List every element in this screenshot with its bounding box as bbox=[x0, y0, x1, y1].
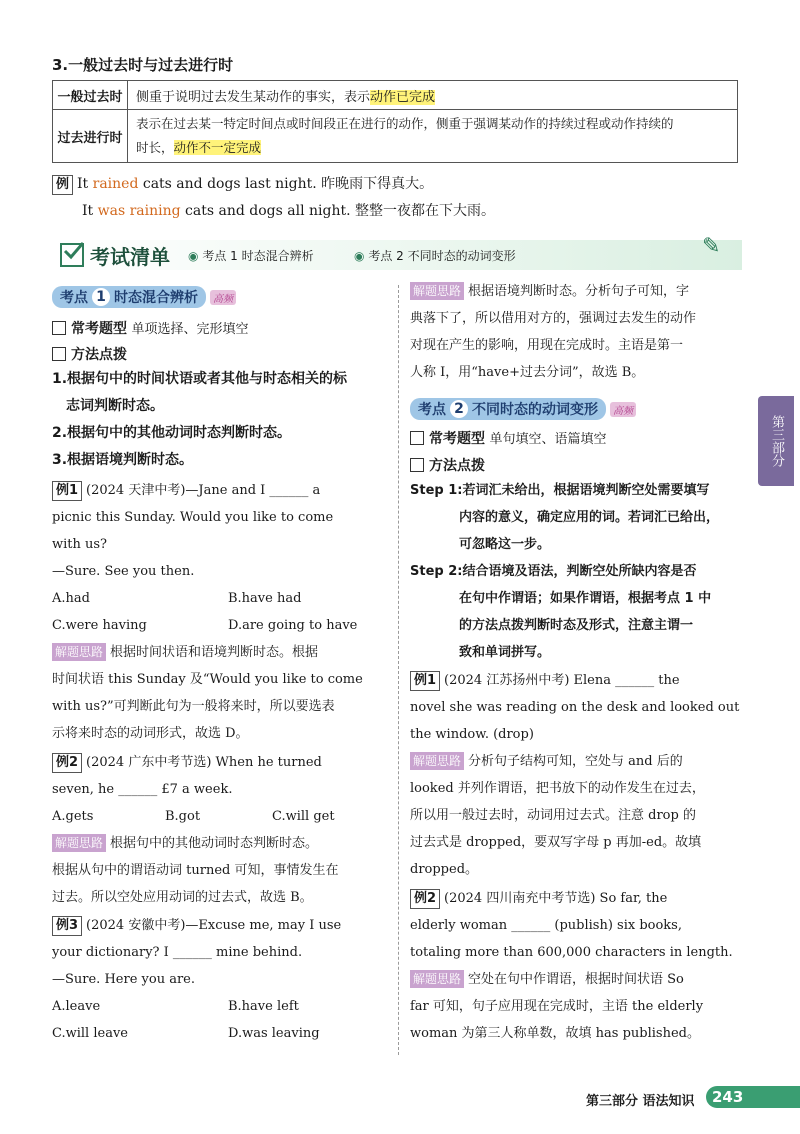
method-step: 志词判断时态。 bbox=[66, 398, 164, 414]
method-step: 1.根据句中的时间状语或者其他与时态相关的标 bbox=[52, 371, 348, 387]
example-question: 例2 (2024 四川南充中考节选) So far, the bbox=[410, 886, 667, 912]
example-line: 例 It rained cats and dogs last night. 昨晚雨下得真大。 bbox=[52, 171, 433, 197]
table-row bbox=[53, 81, 738, 110]
example-question: 例1 (2024 天津中考)—Jane and I ______ a bbox=[52, 478, 320, 504]
answer-option: A.gets bbox=[52, 809, 94, 824]
solution-line: 时间状语 this Sunday 及“Would you like to come bbox=[52, 672, 363, 687]
example-line: It was raining cats and dogs all night. 整整一夜都在下大雨。 bbox=[82, 203, 495, 219]
exam-point-link: ◉ 考点 1 时态混合辨析 bbox=[188, 249, 314, 263]
solution-label: 解题思路 bbox=[410, 752, 464, 770]
method-step: 3.根据语境判断时态。 bbox=[52, 452, 194, 468]
key-point-2-header: 考点 2 不同时态的动词变形 高频 bbox=[410, 398, 636, 420]
table-row bbox=[53, 110, 738, 163]
example-question: 例2 (2024 广东中考节选) When he turned bbox=[52, 750, 322, 776]
grid-icon bbox=[52, 321, 66, 335]
solution-line: 解题思路 根据句中的其他动词时态判断时态。 bbox=[52, 831, 318, 857]
answer-option: A.leave bbox=[52, 999, 101, 1014]
exam-point-link: ◉ 考点 2 不同时态的动词变形 bbox=[354, 249, 516, 263]
pen-icon: ✎ bbox=[702, 234, 721, 259]
example-line: picnic this Sunday. Would you like to come bbox=[52, 510, 334, 525]
solution-line: 过去。所以空处应用动词的过去式，故选 B。 bbox=[52, 890, 313, 905]
solution-line: 示将来时态的动词形式，故选 D。 bbox=[52, 726, 249, 741]
target-icon: ◉ bbox=[188, 249, 199, 263]
frequency-tag: 高频 bbox=[610, 402, 636, 417]
solution-label: 解题思路 bbox=[52, 643, 106, 661]
example-line: —Sure. Here you are. bbox=[52, 972, 195, 987]
solution-line: 人称 I，用“have+过去分词”，故选 B。 bbox=[410, 365, 645, 380]
step-line: 在句中作谓语；如果作谓语，根据考点 1 中 bbox=[459, 591, 712, 606]
step-line: 致和单词拼写。 bbox=[459, 645, 551, 660]
solution-line: 根据从句中的谓语动词 turned 可知，事情发生在 bbox=[52, 863, 339, 878]
example-label: 例3 bbox=[52, 916, 82, 936]
solution-line: dropped。 bbox=[410, 862, 479, 877]
solution-line: looked 并列作谓语，把书放下的动作发生在过去， bbox=[410, 781, 705, 796]
column-divider bbox=[398, 285, 399, 1055]
step-line: Step 1:若词汇未给出，根据语境判断空处需要填写 bbox=[410, 483, 710, 498]
example-line: the window. (drop) bbox=[410, 727, 534, 742]
example-label: 例2 bbox=[410, 889, 440, 909]
solution-line: 解题思路 分析句子结构可知，空处与 and 后的 bbox=[410, 749, 683, 775]
step-line: 的方法点拨判断时态及形式，注意主谓一 bbox=[459, 618, 694, 633]
step-line: Step 2:结合语境及语法，判断空处所缺内容是否 bbox=[410, 564, 697, 579]
answer-option: A.had bbox=[52, 591, 90, 606]
example-label: 例2 bbox=[52, 753, 82, 773]
common-type: 常考题型 单句填空、语篇填空 bbox=[410, 428, 606, 448]
solution-label: 解题思路 bbox=[410, 970, 464, 988]
example-label: 例1 bbox=[52, 481, 82, 501]
example-line: with us? bbox=[52, 537, 108, 552]
example-line: novel she was reading on the desk and looked out bbox=[410, 700, 740, 715]
example-line: seven, he ______ £7 a week. bbox=[52, 782, 233, 797]
key-point-1-header: 考点 1 时态混合辨析 高频 bbox=[52, 286, 236, 308]
table-term: 一般过去时 bbox=[53, 81, 128, 110]
table-definition: 侧重于说明过去发生某动作的事实，表示动作已完成 bbox=[128, 81, 738, 110]
checkbox-icon bbox=[60, 243, 84, 267]
solution-label: 解题思路 bbox=[52, 834, 106, 852]
solution-line: far 可知，句子应用现在完成时，主语 the elderly bbox=[410, 999, 704, 1014]
highlight-text: 动作不一定完成 bbox=[173, 140, 262, 155]
page-number: 243 bbox=[706, 1086, 800, 1108]
answer-option: C.will get bbox=[272, 809, 335, 824]
footer-section-title: 第三部分 语法知识 bbox=[586, 1094, 695, 1109]
clipboard-icon bbox=[52, 347, 66, 361]
solution-line: 解题思路 根据时间状语和语境判断时态。根据 bbox=[52, 640, 318, 666]
table-definition: 表示在过去某一特定时间点或时间段正在进行的动作，侧重于强调某动作的持续过程或动作持续的 时长，动作不一定完成 bbox=[128, 110, 738, 163]
answer-option: C.were having bbox=[52, 618, 147, 633]
solution-line: 过去式是 dropped，要双写字母 p 再加-ed。故填 bbox=[410, 835, 702, 850]
example-line: elderly woman ______ (publish) six books, bbox=[410, 918, 682, 933]
example-line: your dictionary? I ______ mine behind. bbox=[52, 945, 303, 960]
answer-option: B.have left bbox=[228, 999, 299, 1014]
example-question: 例3 (2024 安徽中考)—Excuse me, may I use bbox=[52, 913, 341, 939]
method-heading: 方法点拨 bbox=[410, 455, 485, 475]
solution-line: 解题思路 根据语境判断时态。分析句子可知，字 bbox=[410, 279, 689, 305]
tense-table bbox=[52, 80, 738, 163]
solution-line: woman 为第三人称单数，故填 has published。 bbox=[410, 1026, 700, 1041]
side-tab: 第三部分 bbox=[758, 396, 794, 486]
solution-line: 典落下了，所以借用对方的，强调过去发生的动作 bbox=[410, 311, 697, 326]
answer-option: D.was leaving bbox=[228, 1026, 320, 1041]
step-line: 内容的意义，确定应用的词。若词汇已给出， bbox=[459, 510, 720, 525]
grid-icon bbox=[410, 431, 424, 445]
solution-line: 解题思路 空处在句中作谓语，根据时间状语 So bbox=[410, 967, 684, 993]
common-type: 常考题型 单项选择、完形填空 bbox=[52, 318, 248, 338]
highlight-text: 动作已完成 bbox=[370, 89, 436, 105]
exam-list-title: 考试清单 bbox=[90, 245, 170, 269]
answer-option: B.have had bbox=[228, 591, 302, 606]
method-heading: 方法点拨 bbox=[52, 344, 127, 364]
solution-label: 解题思路 bbox=[410, 282, 464, 300]
target-icon: ◉ bbox=[354, 249, 365, 263]
table-term: 过去进行时 bbox=[53, 110, 128, 163]
answer-option: D.are going to have bbox=[228, 618, 358, 633]
example-question: 例1 (2024 江苏扬州中考) Elena ______ the bbox=[410, 668, 680, 694]
solution-line: 对现在产生的影响，用现在完成时。主语是第一 bbox=[410, 338, 684, 353]
method-step: 2.根据句中的其他动词时态判断时态。 bbox=[52, 425, 292, 441]
example-label: 例 bbox=[52, 175, 73, 195]
step-line: 可忽略这一步。 bbox=[459, 537, 551, 552]
clipboard-icon bbox=[410, 458, 424, 472]
solution-line: 所以用一般过去时，动词用过去式。注意 drop 的 bbox=[410, 808, 696, 823]
solution-line: with us?”可判断此句为一般将来时，所以要选表 bbox=[52, 699, 335, 714]
example-label: 例1 bbox=[410, 671, 440, 691]
section-title: 3.一般过去时与过去进行时 bbox=[52, 56, 234, 74]
exam-list-banner bbox=[52, 234, 742, 270]
frequency-tag: 高频 bbox=[210, 290, 236, 305]
answer-option: C.will leave bbox=[52, 1026, 128, 1041]
example-line: —Sure. See you then. bbox=[52, 564, 195, 579]
answer-option: B.got bbox=[165, 809, 201, 824]
example-line: totaling more than 600,000 characters in length. bbox=[410, 945, 733, 960]
